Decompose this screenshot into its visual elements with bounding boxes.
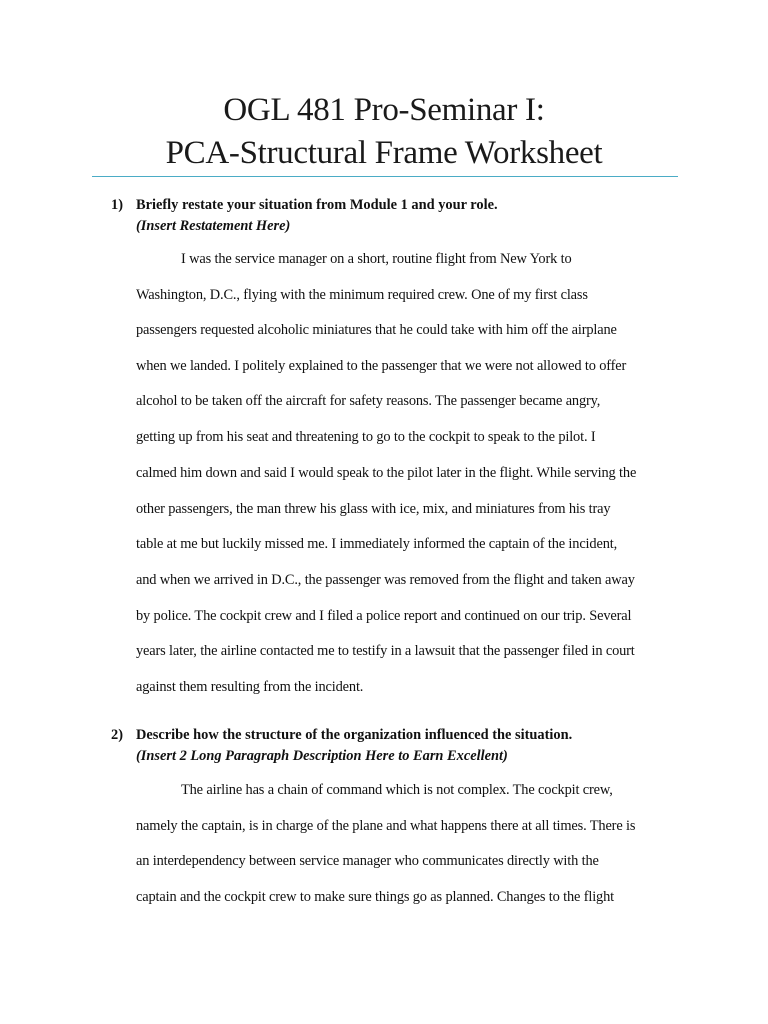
document-title-line-2: PCA-Structural Frame Worksheet bbox=[165, 135, 603, 171]
document-title-line-1: OGL 481 Pro-Seminar I: bbox=[223, 92, 545, 128]
section-2-line: an interdependency between service manager who communicates directly with the bbox=[136, 853, 599, 869]
section-2-question bbox=[111, 728, 572, 742]
section-2-line: The airline has a chain of command which is not complex. The cockpit crew, bbox=[181, 782, 613, 798]
section-1-line: alcohol to be taken off the aircraft for safety reasons. The passenger became angry, bbox=[136, 393, 601, 409]
section-1-question bbox=[111, 198, 498, 212]
section-1-line: passengers requested alcoholic miniatures that he could take with him off the airplane bbox=[136, 322, 617, 338]
section-1-question-text: Briefly restate your situation from Module 1 and your role. bbox=[136, 197, 498, 213]
section-1-instruction: (Insert Restatement Here) bbox=[136, 218, 291, 234]
section-2-instruction: (Insert 2 Long Paragraph Description Here to Earn Excellent) bbox=[136, 748, 508, 764]
section-2-question-text: Describe how the structure of the organization influenced the situation. bbox=[136, 727, 573, 743]
section-1-line: years later, the airline contacted me to testify in a lawsuit that the passenger filed in court bbox=[136, 643, 635, 659]
section-1-line: calmed him down and said I would speak to the pilot later in the flight. While serving the bbox=[136, 465, 637, 481]
section-1-line: I was the service manager on a short, routine flight from New York to bbox=[181, 251, 572, 267]
section-2-line: captain and the cockpit crew to make sure things go as planned. Changes to the flight bbox=[136, 889, 614, 905]
section-2-line: namely the captain, is in charge of the plane and what happens there at all times. There is bbox=[136, 818, 636, 834]
title-divider bbox=[92, 176, 678, 177]
section-1-line: and when we arrived in D.C., the passenger was removed from the flight and taken away bbox=[136, 572, 635, 588]
section-1-line: getting up from his seat and threatening to go to the cockpit to speak to the pilot. I bbox=[136, 429, 596, 445]
section-1-line: by police. The cockpit crew and I filed a police report and continued on our trip. Several bbox=[136, 608, 632, 624]
section-2-number: 2) bbox=[111, 727, 123, 743]
section-1-line: other passengers, the man threw his glass with ice, mix, and miniatures from his tray bbox=[136, 501, 611, 517]
section-1-line: Washington, D.C., flying with the minimum required crew. One of my first class bbox=[136, 287, 588, 303]
section-1-number: 1) bbox=[111, 197, 123, 213]
section-1-line: table at me but luckily missed me. I immediately informed the captain of the incident, bbox=[136, 536, 618, 552]
section-1-line: when we landed. I politely explained to the passenger that we were not allowed to offer bbox=[136, 358, 627, 374]
section-1-line: against them resulting from the incident. bbox=[136, 679, 364, 695]
